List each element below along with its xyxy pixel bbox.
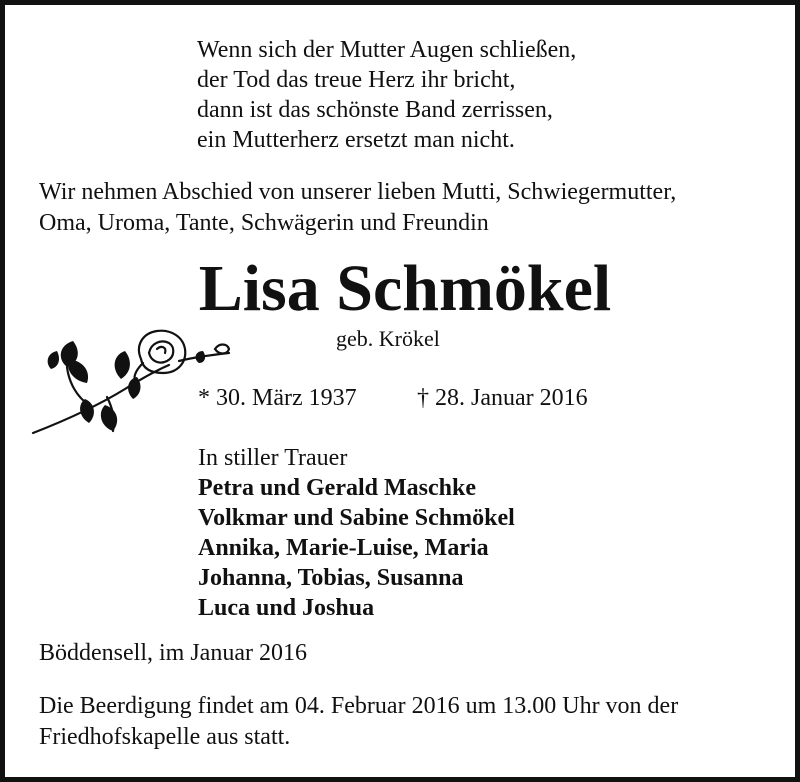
maiden-name: geb. Krökel — [336, 326, 440, 351]
farewell-intro — [39, 177, 676, 239]
funeral-info — [39, 691, 678, 753]
mourner-line: Johanna, Tobias, Susanna — [198, 565, 464, 591]
mourning-block — [198, 443, 515, 623]
funeral-line: Die Beerdigung findet am 04. Februar 2016 um 13.00 Uhr von der — [39, 693, 679, 719]
poem-line: der Tod das treue Herz ihr bricht, — [197, 67, 516, 93]
mourner-line: Petra und Gerald Maschke — [198, 475, 476, 501]
mourning-heading: In stiller Trauer — [198, 445, 348, 471]
mourner-line: Luca und Joshua — [198, 595, 375, 621]
mourner-line: Annika, Marie-Luise, Maria — [198, 535, 489, 561]
poem-line: ein Mutterherz ersetzt man nicht. — [197, 127, 515, 153]
poem-line: Wenn sich der Mutter Augen schließen, — [197, 37, 577, 63]
death-date: † 28. Januar 2016 — [417, 385, 588, 411]
birth-date: * 30. März 1937 — [198, 385, 357, 411]
place-date: Böddensell, im Januar 2016 — [39, 640, 307, 666]
poem — [197, 35, 576, 155]
intro-line: Oma, Uroma, Tante, Schwägerin und Freundin — [39, 210, 489, 236]
poem-line: dann ist das schönste Band zerrissen, — [197, 97, 553, 123]
mourner-line: Volkmar und Sabine Schmökel — [198, 505, 515, 531]
deceased-name: Lisa Schmökel — [198, 252, 612, 325]
intro-line: Wir nehmen Abschied von unserer lieben Mutti, Schwiegermutter, — [39, 179, 677, 205]
funeral-line: Friedhofskapelle aus statt. — [39, 724, 291, 750]
